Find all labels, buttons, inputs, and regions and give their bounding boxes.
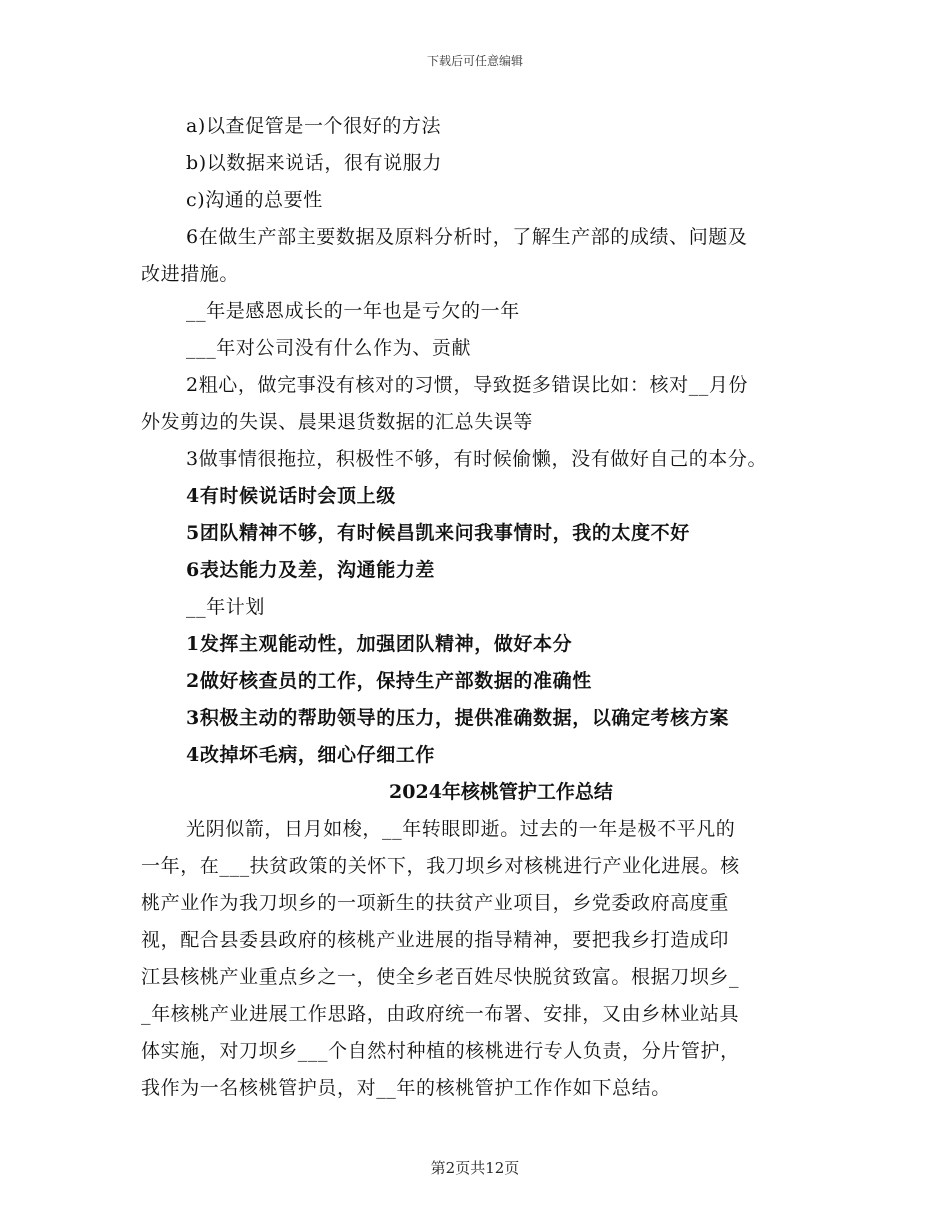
paragraph-line: 一年，在___扶贫政策的关怀下，我刀坝乡对核桃进行产业化进展。核 [141,855,740,877]
text-line: 2粗心，做完事没有核对的习惯，导致挺多错误比如：核对__月份 [186,374,749,396]
bold-text-line: 4改掉坏毛病，细心仔细工作 [186,744,436,766]
paragraph-line: 江县核桃产业重点乡之一，使全乡老百姓尽快脱贫致富。根据刀坝乡_ [141,966,740,988]
paragraph-line: _年核桃产业进展工作思路，由政府统一布署、安排，又由乡林业站具 [141,1003,740,1025]
paragraph-line: 我作为一名核桃管护员，对__年的核桃管护工作作如下总结。 [141,1077,671,1099]
page-header: 下载后可任意编辑 [426,54,523,68]
text-line: c)沟通的总要性 [186,189,323,211]
paragraph-line: 光阴似箭，日月如梭，__年转眼即逝。过去的一年是极不平凡的 [186,818,736,840]
paragraph-line: 视，配合县委县政府的核桃产业进展的指导精神，要把我乡打造成印 [141,929,730,951]
document-body [141,108,821,1107]
bold-text-line: 3积极主动的帮助领导的压力，提供准确数据，以确定考核方案 [186,707,730,729]
page-footer: 第2页共12页 [430,1159,520,1177]
text-line: b)以数据来说话，很有说服力 [186,152,442,174]
text-line: a)以查促管是一个很好的方法 [186,115,442,137]
bold-text-line: 6表达能力及差，沟通能力差 [186,559,436,581]
text-line: 改进措施。 [141,263,240,285]
bold-text-line: 1发挥主观能动性，加强团队精神，做好本分 [186,633,573,655]
text-line: 3做事情很拖拉，积极性不够，有时候偷懒，没有做好自己的本分。 [186,448,768,470]
paragraph-line: 桃产业作为我刀坝乡的一项新生的扶贫产业项目，乡党委政府高度重 [141,892,730,914]
bold-text-line: 2做好核查员的工作，保持生产部数据的准确性 [186,670,592,692]
text-line: ___年对公司没有什么作为、贡献 [186,337,472,359]
bold-text-line: 5团队精神不够，有时候昌凯来问我事情时，我的太度不好 [186,522,690,544]
text-line: __年是感恩成长的一年也是亏欠的一年 [186,300,520,322]
section-title: 2024年核桃管护工作总结 [389,781,613,803]
text-line: __年计划 [186,596,266,618]
paragraph-line: 体实施，对刀坝乡___个自然村种植的核桃进行专人负责，分片管护， [141,1040,740,1062]
text-line: 外发剪边的失误、晨果退货数据的汇总失误等 [141,411,534,433]
text-line: 6在做生产部主要数据及原料分析时，了解生产部的成绩、问题及 [186,226,748,248]
bold-text-line: 4有时候说话时会顶上级 [186,485,396,507]
